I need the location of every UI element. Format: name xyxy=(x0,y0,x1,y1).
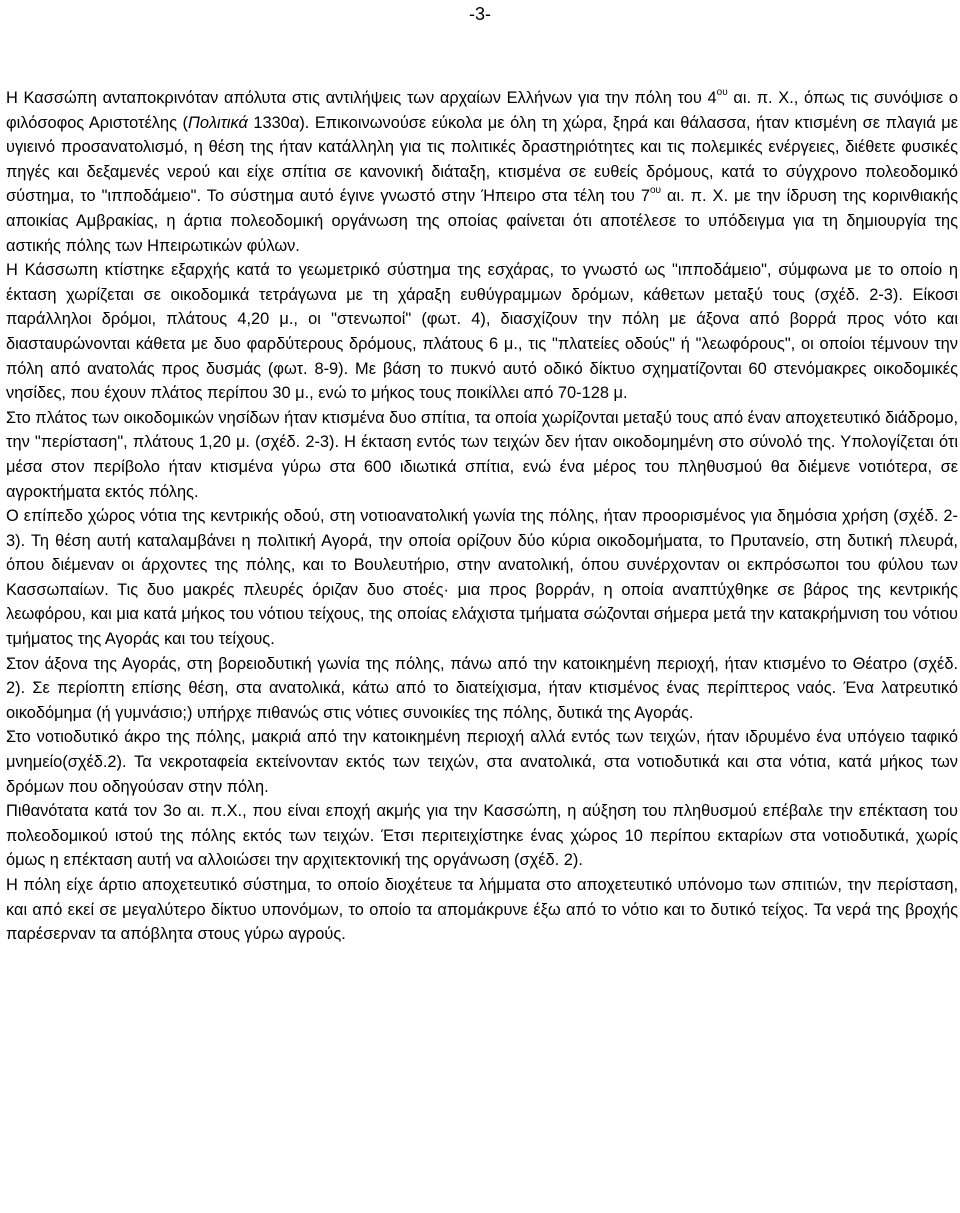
paragraph-hippodamian-grid: Η Κάσσωπη κτίστηκε εξαρχής κατά το γεωμετρικό σύστημα της εσχάρας, το γνωστό ως "ιπποδάμειο", σύμφωνα με το οποίο η έκταση χωρίζεται σε οικοδομικά τετράγωνα με τη χάραξη ευθύγραμμων δρόμων, κάθετων μεταξύ τους (σχέδ. 2-3). Είκοσι παράλληλοι δρόμοι, πλάτους 4,20 μ., οι "στενωποί" (φωτ. 4), διασχίζουν την πόλη με άξονα από βορρά προς νότο και διασταυρώνονται κάθετα με δυο φαρδύτερους δρόμους, πλάτους 6 μ., τις "πλατείες οδούς" ή "λεωφόρους", οι οποίοι τέμνουν την πόλη από ανατολάς προς δυσμάς (φωτ. 8-9). Με βάση το πυκνό αυτό οδικό δίκτυο σχηματίζονται 60 στενόμακρες οικοδομικές νησίδες, που έχουν πλάτος περίπου 30 μ., ενώ το μήκος τους ποικίλλει από 70-128 μ. xyxy=(6,261,958,403)
paragraph-text: αι. π. Χ. με την ίδρυση της κορινθιακής αποικίας Αμβρακίας, η άρτια πολεοδομική οργάνωση της οποίας φαίνεται ότι αποτέλεσε το υπόδειγμα για τη δημιουργία της αστικής πόλης των Ηπειρωτικών φύλων. xyxy=(6,187,958,255)
italic-citation: Πολιτικά xyxy=(188,113,248,132)
paragraph-city-expansion: Πιθανότατα κατά τον 3ο αι. π.Χ., που είναι εποχή ακμής για την Κασσώπη, η αύξηση του πληθυσμού επέβαλε την επέκταση του πολεοδομικού ιστού της πόλης εκτός των τειχών. Έτσι περιτειχίστηκε ένας χώρος 10 περίπου εκταρίων στα νοτιοδυτικά, χωρίς όμως η επέκταση αυτή να αλλοιώσει την αρχιτεκτονική της οργάνωση (σχέδ. 2). xyxy=(6,802,958,870)
paragraph-drainage-system: Η πόλη είχε άρτιο αποχετευτικό σύστημα, το οποίο διοχέτευε τα λήμματα στο αποχετευτικό υπόνομο των σπιτιών, την περίσταση, και από εκεί σε μεγαλύτερο δίκτυο υπονόμων, το οποίο τα απομάκρυνε έξω από το νότιο και το δυτικό τείχος. Τα νερά της βροχής παρέσερναν τα απόβλητα στους γύρω αγρούς. xyxy=(6,876,958,944)
superscript-ordinal: ου xyxy=(716,86,728,98)
paragraph-text: Η Κασσώπη ανταποκρινόταν απόλυτα στις αντιλήψεις των αρχαίων Ελλήνων για την πόλη του 4 xyxy=(6,89,717,107)
paragraph-theatre-temple: Στον άξονα της Αγοράς, στη βορειοδυτική γωνία της πόλης, πάνω από την κατοικημένη περιοχή, ήταν κτισμένο το Θέατρο (σχέδ. 2). Σε περίοπτη επίσης θέση, στα ανατολικά, κάτω από το διατείχισμα, ήταν κτισμένος ένας περίπτερος ναός. Ένα λατρευτικό οικοδόμημα (ή γυμνάσιο;) υπήρχε πιθανώς στις νότιες συνοικίες της πόλης, δυτικά της Αγοράς. xyxy=(6,654,958,722)
paragraph-housing-blocks: Στο πλάτος των οικοδομικών νησίδων ήταν κτισμένα δυο σπίτια, τα οποία χωρίζονται μεταξύ τους από έναν αποχετευτικό διάδρομο, την "περίσταση", πλάτους 1,20 μ. (σχέδ. 2-3). Η έκταση εντός των τειχών δεν ήταν οικοδομημένη στο σύνολό της. Υπολογίζεται ότι μέσα στον περίβολο ήταν κτισμένα γύρω στα 600 ιδιωτικά σπίτια, ενώ ένα μέρος του πληθυσμού θα διέμενε νοτιότερα, σε αγροκτήματα εκτός πόλης. xyxy=(6,408,958,501)
paragraph-agora: Ο επίπεδο χώρος νότια της κεντρικής οδού, στη νοτιοανατολική γωνία της πόλης, ήταν προορισμένος για δημόσια χρήση (σχέδ. 2-3). Τη θέση αυτή καταλαμβάνει η πολιτική Αγορά, την οποία ορίζουν δύο κύρια οικοδομήματα, το Πρυτανείο, στη δυτική πλευρά, όπου διέμεναν οι άρχοντες της πόλης, και το Βουλευτήριο, στην ανατολική, όπου συνέρχονταν οι εκπρόσωποι του φύλου των Κασσωπαίων. Τις δυο μακρές πλευρές όριζαν δυο στοές· μια προς βορράν, η οποία αναπτύχθηκε σε βάρος της κεντρικής λεωφόρου, και μια κατά μήκος του νότιου τείχους, της οποίας ελάχιστα τμήματα σώζονται σήμερα μετά την κατακρήμνιση του νότιου τμήματος της Αγοράς και του τείχους. xyxy=(6,507,958,649)
paragraph-tomb-cemeteries: Στο νοτιοδυτικό άκρο της πόλης, μακριά από την κατοικημένη περιοχή αλλά εντός των τειχών, ήταν ιδρυμένο ένα υπόγειο ταφικό μνημείο(σχέδ.2). Τα νεκροταφεία εκτείνονταν εκτός των τειχών, στα ανατολικά, στα νοτιοδυτικά και στα νότια, κατά μήκος των δρόμων που οδηγούσαν στην πόλη. xyxy=(6,728,958,796)
paragraph-kassopi-ideal-city xyxy=(6,86,958,258)
page-number: -3- xyxy=(469,4,491,24)
paragraph-text: αι. π. Χ., όπως τις συνόψισε ο φιλόσοφος Αριστοτέλης ( xyxy=(6,89,958,132)
document-body xyxy=(6,86,958,947)
superscript-ordinal: ου xyxy=(649,184,661,196)
paragraph-text: 1330α). Επικοινωνούσε εύκολα με όλη τη χώρα, ξηρά και θάλασσα, ήταν κτισμένη σε πλαγιά με υγιεινό προσανατολισμό, η θέση της ήταν κατάλληλη για τις πολιτικές δραστηριότητες και τις πολεμικές ενέργειες, διέθετε φυσικές πηγές και δεξαμενές νερού και είχε σπίτια σε κανονική διάταξη, κτισμένα σε ευθείς δρόμους, κατά το σύγχρονο πολεοδομικό σύστημα, το "ιπποδάμειο". Το σύστημα αυτό έγινε γνωστό στην Ήπειρο στα τέλη του 7 xyxy=(6,113,958,206)
